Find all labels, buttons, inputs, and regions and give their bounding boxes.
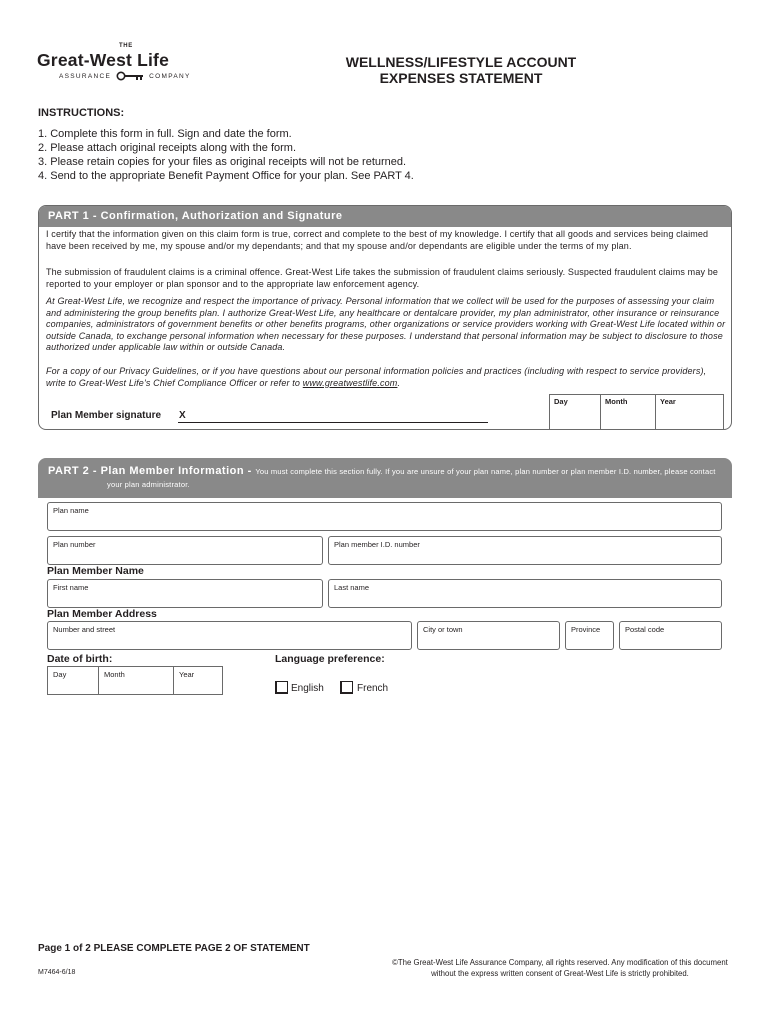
year-label: Year: [660, 397, 676, 406]
day-label: Day: [554, 397, 568, 406]
instruction-item: 4. Send to the appropriate Benefit Payment Office for your plan. See PART 4.: [38, 170, 414, 182]
postal-code-field[interactable]: [619, 621, 722, 650]
plan-name-field[interactable]: [47, 502, 722, 531]
signature-date-month[interactable]: [600, 395, 655, 429]
postal-code-label: Postal code: [625, 625, 665, 634]
english-label: English: [291, 683, 324, 694]
city-field[interactable]: [417, 621, 560, 650]
plan-name-label: Plan name: [53, 506, 89, 515]
part2-note: You must complete this section fully. If you are unsure of your plan name, plan number or plan member I.D. number, please contact your plan administrator.: [107, 467, 716, 489]
french-label: French: [357, 683, 389, 694]
form-title-line1: WELLNESS/LIFESTYLE ACCOUNT: [345, 54, 577, 70]
dob-day-field[interactable]: [48, 667, 98, 694]
form-code: M7464-6/18: [38, 969, 76, 976]
dob-month-label: Month: [104, 670, 125, 679]
province-field[interactable]: [565, 621, 614, 650]
dob-month-field[interactable]: [98, 667, 173, 694]
logo-subline: [59, 71, 191, 81]
guidelines-end: .: [397, 377, 401, 388]
instructions-list: [38, 127, 414, 183]
logo-the: THE: [119, 43, 133, 49]
guidelines-paragraph: [46, 366, 726, 389]
street-field[interactable]: [47, 621, 412, 650]
member-address-heading: Plan Member Address: [47, 608, 157, 620]
key-icon: [116, 71, 144, 81]
page-note: Page 1 of 2 PLEASE COMPLETE PAGE 2 OF STATEMENT: [38, 943, 310, 954]
plan-number-field[interactable]: [47, 536, 323, 565]
plan-member-id-label: Plan member I.D. number: [334, 540, 420, 549]
copyright-notice: ©The Great-West Life Assurance Company, all rights reserved. Any modification of this document without the express written consent of Great-West Life is strictly prohibited.: [392, 958, 728, 978]
guidelines-text: For a copy of our Privacy Guidelines, or if you have questions about our personal information policies and practices (including with respect to service providers), write to Great-West Life's Chief Compliance Officer or refer to: [46, 366, 707, 388]
part1-section: [38, 205, 732, 430]
first-name-field[interactable]: [47, 579, 323, 608]
logo-assurance: ASSURANCE: [59, 72, 112, 80]
signature-date: [549, 394, 724, 430]
fraud-paragraph: The submission of fraudulent claims is a criminal offence. Great-West Life takes the submission of fraudulent claims seriously. Suspected fraudulent claims may be reported to your employer or plan sponsor and to the appropriate law enforcement agency.: [46, 267, 719, 289]
dob-year-field[interactable]: [173, 667, 222, 694]
part1-heading: PART 1 - Confirmation, Authorization and Signature: [39, 206, 731, 227]
plan-number-label: Plan number: [53, 540, 96, 549]
month-label: Month: [605, 397, 628, 406]
dob-year-label: Year: [179, 670, 195, 679]
privacy-paragraph: At Great-West Life, we recognize and respect the importance of privacy. Personal information that we collect will be used for the purposes of assessing your claim and administering the group benefits plan. I authorize Great-West Life, any healthcare or dentalcare provider, my plan administrator, other insurance or reinsurance companies, administrators of government benefits or other benefits programs, other organizations or service providers working with Great-West Life located within or outside Canada, to exchange personal information when necessary for these purposes. I understand that personal information may be subject to disclosure to those authorized under applicable law within or outside Canada.: [46, 296, 726, 352]
french-checkbox[interactable]: [340, 681, 353, 694]
instruction-item: 3. Please retain copies for your files as original receipts will not be returned.: [38, 156, 407, 168]
signature-date-day[interactable]: [550, 395, 600, 429]
member-name-heading: Plan Member Name: [47, 565, 144, 577]
logo-company: COMPANY: [149, 72, 191, 80]
street-label: Number and street: [53, 625, 116, 634]
language-preference-heading: Language preference:: [275, 653, 385, 665]
signature-field[interactable]: [178, 422, 488, 423]
signature-mark: X: [179, 410, 186, 421]
instructions-heading: INSTRUCTIONS:: [38, 107, 125, 119]
english-checkbox[interactable]: [275, 681, 288, 694]
part2-title: PART 2 - Plan Member Information -: [48, 465, 256, 477]
instruction-item: 1. Complete this form in full. Sign and date the form.: [38, 128, 292, 140]
plan-member-id-field[interactable]: [328, 536, 722, 565]
dob-day-label: Day: [53, 670, 67, 679]
signature-date-year[interactable]: [655, 395, 723, 429]
date-of-birth-heading: Date of birth:: [47, 653, 113, 665]
last-name-label: Last name: [334, 583, 370, 592]
website-link[interactable]: www.greatwestlife.com: [302, 377, 398, 388]
signature-label: Plan Member signature: [51, 410, 162, 421]
date-of-birth-field: [47, 666, 223, 695]
logo-name: Great-West Life: [37, 50, 170, 70]
city-label: City or town: [423, 625, 463, 634]
certify-paragraph: I certify that the information given on this claim form is true, correct and complete to the best of my knowledge. I certify that all goods and services being claimed have been received by me, my spouse and/or my dependants; and that my spouse and/or dependants are eligible under the terms of my plan.: [46, 229, 709, 251]
form-title-line2: EXPENSES STATEMENT: [379, 70, 543, 86]
province-label: Province: [571, 625, 601, 634]
instruction-item: 2. Please attach original receipts along with the form.: [38, 142, 297, 154]
last-name-field[interactable]: [328, 579, 722, 608]
first-name-label: First name: [53, 583, 89, 592]
form-title: [330, 54, 592, 86]
part2-heading: [38, 458, 732, 498]
